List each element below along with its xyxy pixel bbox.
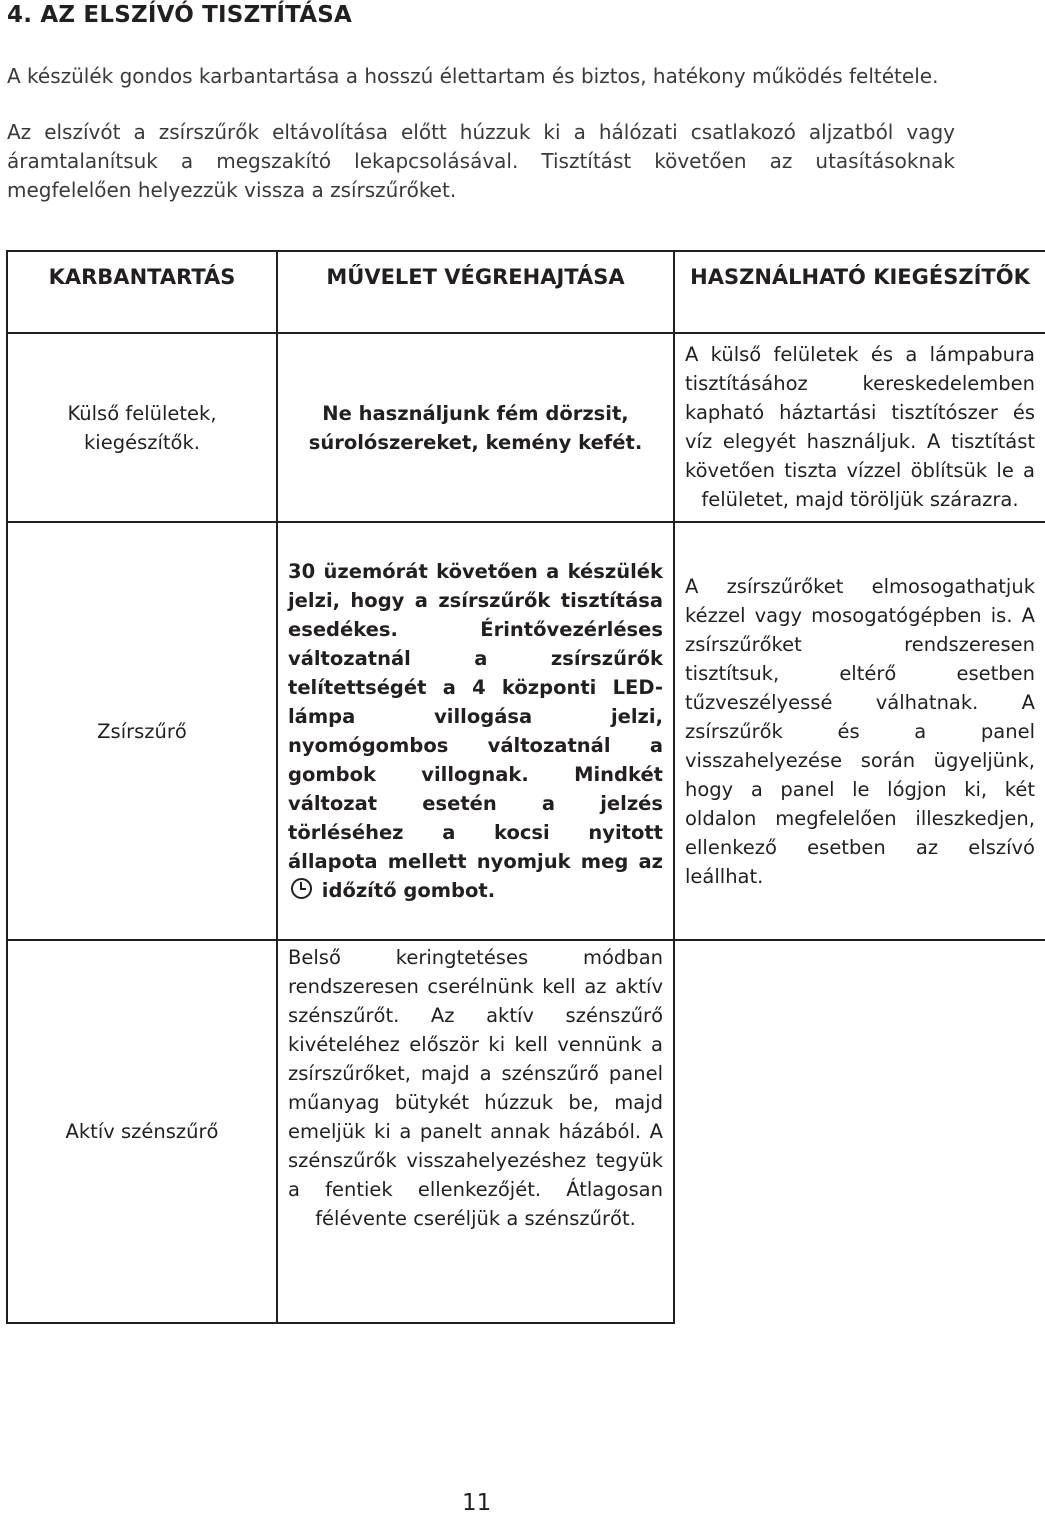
header-accessories: HASZNÁLHATÓ KIEGÉSZÍTŐK <box>674 251 1045 333</box>
cell-accessories <box>674 940 1045 1323</box>
page-title: 4. AZ ELSZÍVÓ TISZTÍTÁSA <box>7 2 352 28</box>
cell-accessories: A külső felületek és a lámpabura tisztításához kereskedelemben kapható háztartási tisztítószer és víz elegyét használjuk. A tisztítást követően tiszta vízzel öblítsük le a felületet, majd töröljük szárazra. <box>674 333 1045 522</box>
cell-operation: Belső keringtetéses módban rendszeresen cserélnünk kell az aktív szénszűrőt. Az aktív szénszűrő kivételéhez először ki kell vennünk a zsírszűrőket, majd a szénszűrő panel műanyag bütykét húzzuk be, majd emeljük ki a panelt annak házából. A szénszűrők visszahelyezéshez tegyük a fentiek ellenkezőjét. Átlagosan félévente cseréljük a szénszűrőt. <box>277 940 674 1323</box>
maintenance-table <box>6 250 1045 1324</box>
table-row <box>7 940 1045 1323</box>
timer-icon <box>291 878 312 899</box>
operation-text-end: időzítő gombot. <box>321 879 496 902</box>
operation-text: 30 üzemórát követően a készülék jelzi, hogy a zsírszűrők tisztítása esedékes. Érintővezérléses változatnál a zsírszűrők telítettségét a 4 központi LED-lámpa villogása jelzi, nyomógombos változatnál a gombok villognak. Mindkét változat esetén a jelzés törléséhez a kocsi nyitott állapota mellett nyomjuk meg az <box>288 560 663 873</box>
cell-item: Zsírszűrő <box>7 522 277 940</box>
cell-accessories: A zsírszűrőket elmosogathatjuk kézzel vagy mosogatógépben is. A zsírszűrőket rendszeresen tisztítsuk, eltérő esetben tűzveszélyessé válhatnak. A zsírszűrők és a panel visszahelyezése során ügyeljünk, hogy a panel le lógjon ki, két oldalon megfelelően illeszkedjen, ellenkező esetben az elszívó leállhat. <box>674 522 1045 940</box>
cell-item: Külső felületek, kiegészítők. <box>7 333 277 522</box>
cell-operation <box>277 522 674 940</box>
table-row <box>7 333 1045 522</box>
header-maintenance: KARBANTARTÁS <box>7 251 277 333</box>
intro-paragraph-2: Az elszívót a zsírszűrők eltávolítása előtt húzzuk ki a hálózati csatlakozó aljzatból vagy áramtalanítsuk a megszakító lekapcsolásával. Tisztítást követően az utasításoknak megfelelően helyezzük vissza a zsírszűrőket. <box>7 120 955 202</box>
cell-item: Aktív szénszűrő <box>7 940 277 1323</box>
cell-operation: Ne használjunk fém dörzsit, súrolószereket, kemény kefét. <box>277 333 674 522</box>
page-number: 11 <box>462 1490 492 1516</box>
table-header-row <box>7 251 1045 333</box>
header-operation: MŰVELET VÉGREHAJTÁSA <box>277 251 674 333</box>
intro-paragraph-1: A készülék gondos karbantartása a hosszú élettartam és biztos, hatékony működés feltétele. <box>7 64 939 88</box>
table-row <box>7 522 1045 940</box>
